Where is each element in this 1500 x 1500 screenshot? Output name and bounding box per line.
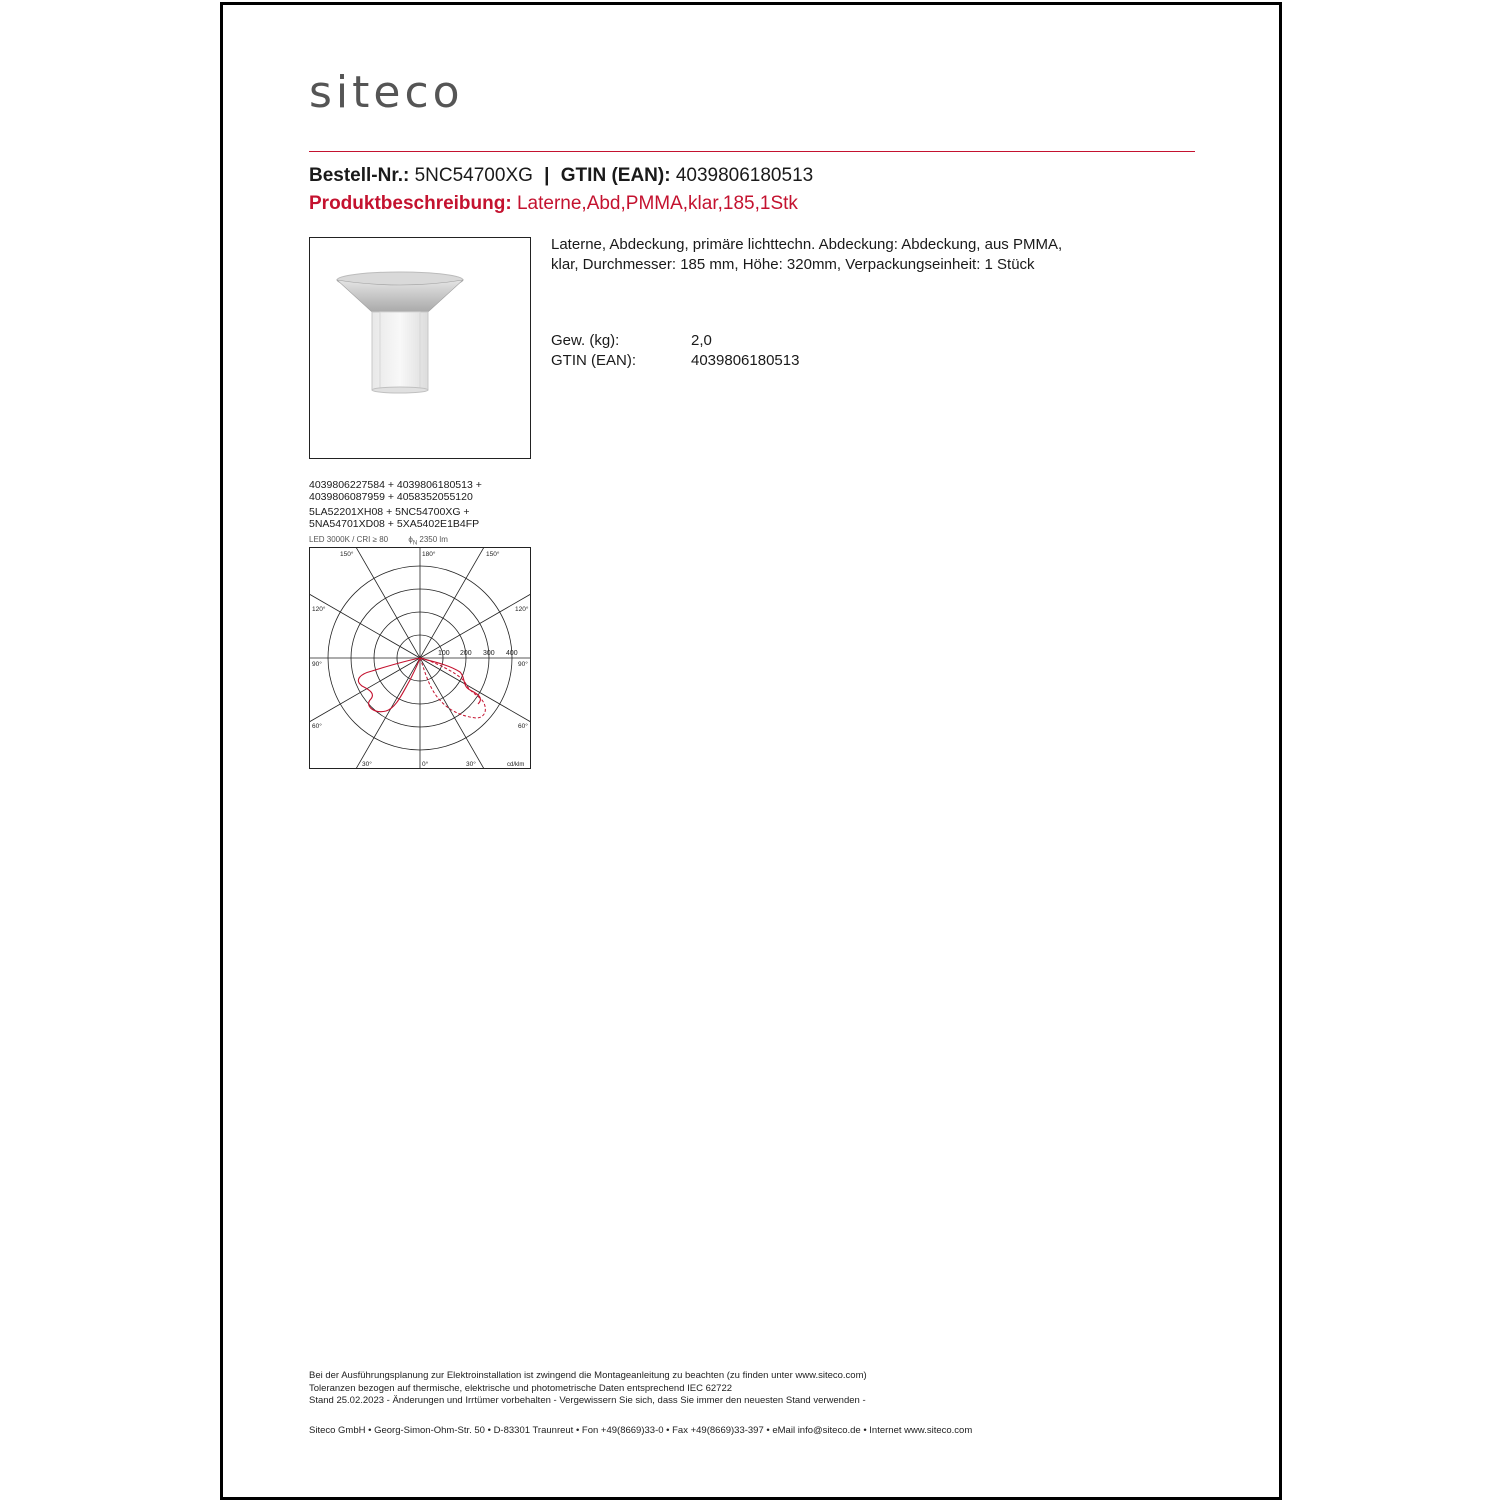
flux-symbol: ϕ xyxy=(408,535,413,544)
order-label: Bestell-Nr.: xyxy=(309,165,410,186)
description-label: Produktbeschreibung: xyxy=(309,193,512,214)
ring-label-100: 100 xyxy=(438,650,450,657)
article-codes-1: 5LA52201XH08 + 5NC54700XG + xyxy=(309,506,470,518)
article-codes-2: 5NA54701XD08 + 5XA5402E1B4FP xyxy=(309,518,480,530)
legal-notes xyxy=(309,1370,867,1408)
company-address: Siteco GmbH • Georg-Simon-Ohm-Str. 50 • D-83301 Traunreut • Fon +49(8669)33-0 • Fax +49(8669)33-397 • eMail info@siteco.de • Internet www.siteco.com xyxy=(309,1425,973,1436)
led-spec xyxy=(309,535,448,547)
polar-svg xyxy=(310,548,530,768)
ring-label-300: 300 xyxy=(483,650,495,657)
order-number: 5NC54700XG xyxy=(414,165,533,186)
angle-180: 180° xyxy=(422,551,436,558)
spec-key: Gew. (kg): xyxy=(551,332,620,349)
angle-30-left: 30° xyxy=(362,761,372,768)
separator: | xyxy=(544,165,550,186)
description-value: Laterne,Abd,PMMA,klar,185,1Stk xyxy=(516,193,798,214)
angle-120-right: 120° xyxy=(515,606,529,613)
unit-label: cd/klm xyxy=(507,762,525,768)
footer-note-2: Toleranzen bezogen auf thermische, elektrische und photometrische Daten entsprechend IEC 62722 xyxy=(309,1382,733,1394)
product-image xyxy=(309,237,531,459)
light-curve-c90 xyxy=(420,658,485,718)
flux-sub: N xyxy=(412,540,418,547)
luminous-flux: 2350 lm xyxy=(419,535,448,544)
angle-120-left: 120° xyxy=(312,606,326,613)
angle-60-right: 60° xyxy=(518,723,528,730)
spec-table xyxy=(551,331,799,371)
siteco-logo: siteco xyxy=(309,67,464,118)
ring-label-200: 200 xyxy=(460,650,472,657)
polar-diagram xyxy=(309,547,531,769)
angle-90-left: 90° xyxy=(312,661,322,668)
order-line xyxy=(309,165,813,187)
description-text-2: klar, Durchmesser: 185 mm, Höhe: 320mm, Verpackungseinheit: 1 Stück xyxy=(551,256,1035,273)
angle-90-right: 90° xyxy=(518,661,528,668)
spec-value: 2,0 xyxy=(691,332,712,349)
spec-value: 4039806180513 xyxy=(691,352,800,369)
ean-codes-2: 4039806087959 + 4058352055120 xyxy=(309,491,473,503)
product-description-line xyxy=(309,193,798,215)
article-codes xyxy=(309,479,549,530)
led-type: LED 3000K / CRI ≥ 80 xyxy=(309,535,389,544)
gtin-value: 4039806180513 xyxy=(675,165,814,186)
footer-note-3: Stand 25.02.2023 - Änderungen und Irrtümer vorbehalten - Vergewissern Sie sich, dass Sie immer den neuesten Stand verwenden - xyxy=(309,1395,866,1406)
description-text-1: Laterne, Abdeckung, primäre lichttechn. Abdeckung: Abdeckung, aus PMMA, xyxy=(551,236,1063,253)
header-divider xyxy=(309,151,1195,152)
angle-60-left: 60° xyxy=(312,723,322,730)
ring-label-400: 400 xyxy=(506,650,518,657)
angle-30-right: 30° xyxy=(466,761,476,768)
spec-row-gtin xyxy=(551,351,799,371)
datasheet-page xyxy=(220,2,1282,1500)
lantern-cover-icon xyxy=(310,238,530,458)
angle-150-left: 150° xyxy=(340,551,354,558)
spec-key: GTIN (EAN): xyxy=(551,352,636,369)
gtin-label: GTIN (EAN): xyxy=(560,165,671,186)
angle-150-right: 150° xyxy=(486,551,500,558)
angle-0: 0° xyxy=(422,761,429,768)
product-long-description xyxy=(551,235,1151,275)
spec-row-weight xyxy=(551,331,799,351)
footer-note-1: Bei der Ausführungsplanung zur Elektroinstallation ist zwingend die Montageanleitung zu beachten (zu finden unter www.siteco.com) xyxy=(309,1370,867,1381)
ean-codes-1: 4039806227584 + 4039806180513 + xyxy=(309,479,482,491)
